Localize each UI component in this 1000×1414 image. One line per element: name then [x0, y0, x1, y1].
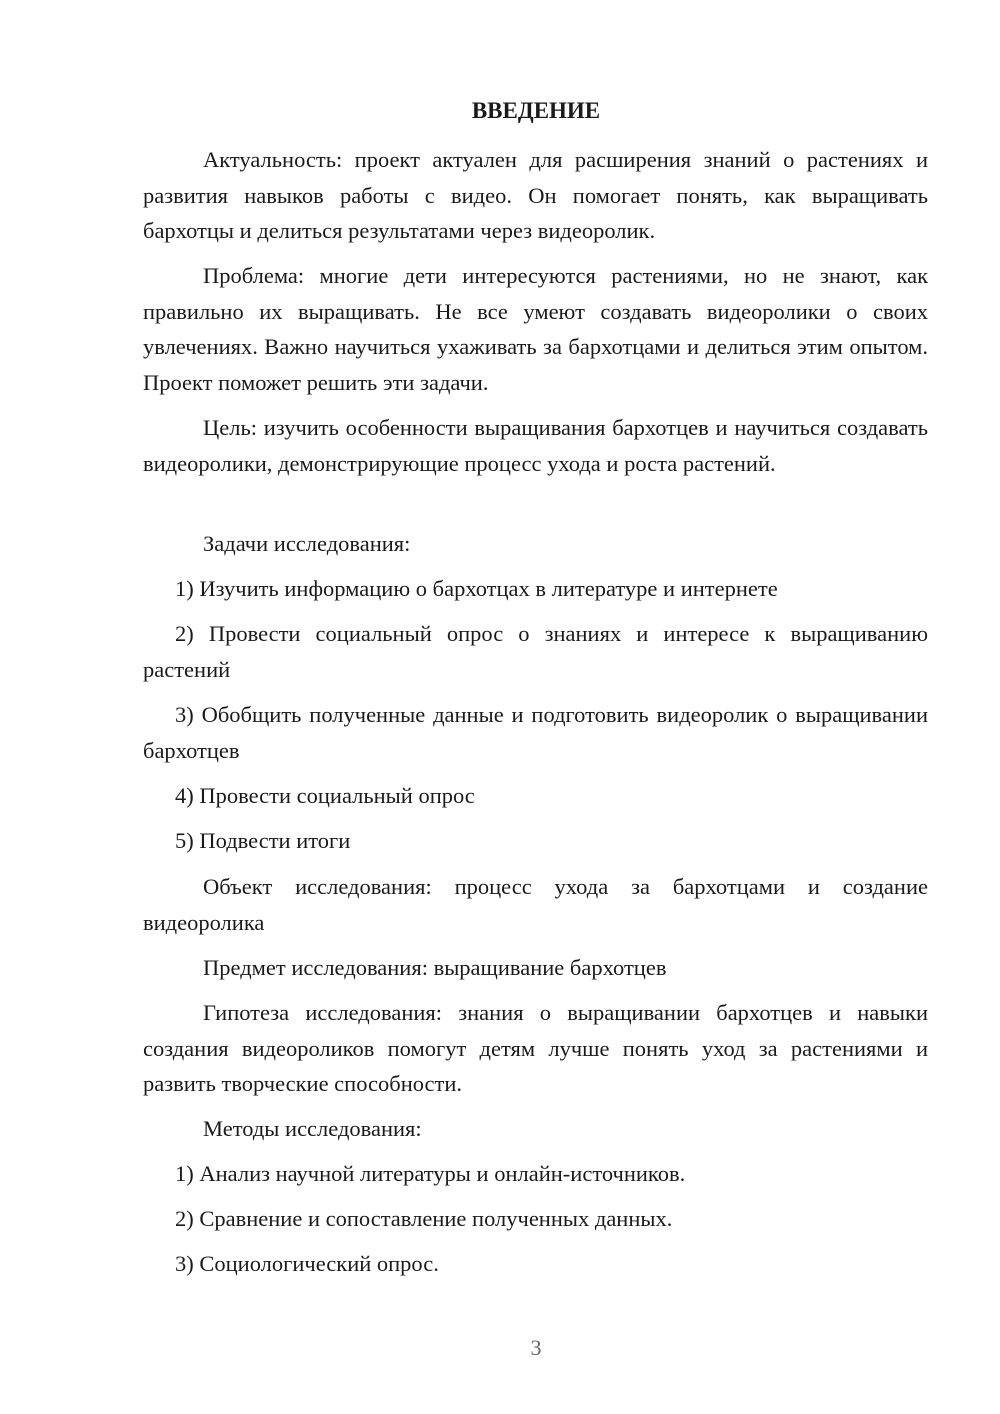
task-item-2: 2) Провести социальный опрос о знаниях и интересе к выращиванию растений — [143, 621, 928, 682]
subject-paragraph: Предмет исследования: выращивание бархотцев — [203, 955, 667, 980]
page-number: 3 — [530, 1335, 542, 1360]
task-item-1: 1) Изучить информацию о бархотцах в литературе и интернете — [175, 576, 778, 601]
method-item-2: 2) Сравнение и сопоставление полученных данных. — [175, 1206, 673, 1231]
object-paragraph: Объект исследования: процесс ухода за бархотцами и создание видеоролика — [143, 874, 928, 935]
hypothesis-paragraph: Гипотеза исследования: знания о выращивании бархотцев и навыки создания видеороликов помогут детям лучше понять уход за растениями и развить творческие способности. — [143, 1000, 928, 1096]
methods-heading: Методы исследования: — [203, 1116, 422, 1141]
tasks-heading: Задачи исследования: — [203, 531, 411, 556]
relevance-paragraph: Актуальность: проект актуален для расширения знаний о растениях и развития навыков работы с видео. Он помогает понять, как выращивать бархотцы и делиться результатами через видеоролик. — [143, 147, 928, 243]
task-item-3: 3) Обобщить полученные данные и подготовить видеоролик о выращивании бархотцев — [143, 702, 928, 763]
task-item-4: 4) Провести социальный опрос — [175, 783, 475, 808]
task-item-5: 5) Подвести итоги — [175, 828, 351, 853]
method-item-3: 3) Социологический опрос. — [175, 1251, 439, 1276]
goal-paragraph: Цель: изучить особенности выращивания бархотцев и научиться создавать видеоролики, демонстрирующие процесс ухода и роста растений. — [143, 415, 928, 476]
problem-paragraph: Проблема: многие дети интересуются растениями, но не знают, как правильно их выращивать. Не все умеют создавать видеоролики о своих увлечениях. Важно научиться ухаживать за бархотцами и делиться этим опытом. Проект поможет решить эти задачи. — [143, 263, 928, 395]
section-title: ВВЕДЕНИЕ — [471, 98, 601, 123]
method-item-1: 1) Анализ научной литературы и онлайн-источников. — [175, 1161, 686, 1186]
